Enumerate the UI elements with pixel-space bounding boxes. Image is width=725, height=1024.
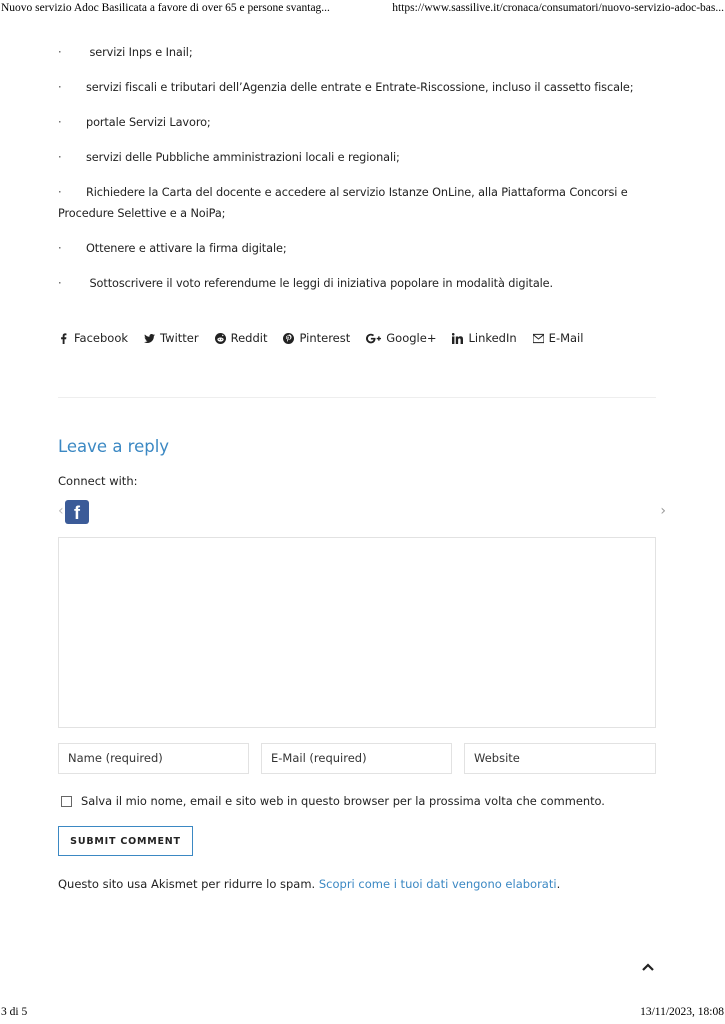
list-item: · servizi Inps e Inail;: [58, 46, 193, 59]
submit-comment-button[interactable]: SUBMIT COMMENT: [58, 826, 193, 856]
linkedin-icon: [452, 333, 463, 344]
section-divider: [58, 397, 656, 398]
list-item: · Richiedere la Carta del docente e accedere al servizio Istanze OnLine, alla Piattaforma Concorsi e Procedure Selettive e a NoiPa;: [58, 186, 628, 220]
share-facebook-link[interactable]: Facebook: [58, 331, 128, 345]
reddit-icon: [215, 333, 226, 344]
akismet-privacy-link[interactable]: Scopri come i tuoi dati vengono elaborati: [318, 877, 557, 891]
facebook-icon: [58, 333, 69, 344]
email-field[interactable]: [261, 743, 452, 774]
name-field[interactable]: [58, 743, 249, 774]
pinterest-icon: [283, 333, 294, 344]
list-item: · servizi fiscali e tributari dell’Agenzia delle entrate e Entrate-Riscossione, incluso il cassetto fiscale;: [58, 81, 634, 94]
list-item: · portale Servizi Lavoro;: [58, 116, 211, 129]
consent-label: Salva il mio nome, email e sito web in questo browser per la prossima volta che commento.: [81, 794, 605, 808]
print-page-number: 3 di 5: [1, 1006, 28, 1018]
chevron-left-icon[interactable]: ‹: [58, 503, 64, 519]
twitter-icon: [144, 333, 155, 344]
social-login-carousel: [58, 500, 666, 524]
service-bullet-list: [58, 42, 658, 308]
chevron-right-icon[interactable]: ›: [660, 503, 666, 519]
facebook-login-button[interactable]: f: [65, 500, 89, 524]
print-footer: [0, 1006, 725, 1024]
share-bar: [58, 331, 583, 345]
share-reddit-link[interactable]: Reddit: [215, 331, 268, 345]
share-twitter-link[interactable]: Twitter: [144, 331, 199, 345]
share-google-link[interactable]: Google+: [366, 331, 436, 345]
comment-textarea[interactable]: [58, 537, 656, 728]
leave-reply-heading: Leave a reply: [58, 437, 170, 456]
website-field[interactable]: [464, 743, 656, 774]
share-email-link[interactable]: E-Mail: [533, 331, 584, 345]
save-info-consent: [61, 794, 605, 808]
print-datetime: 13/11/2023, 18:08: [640, 1006, 724, 1018]
list-item: · Ottenere e attivare la firma digitale;: [58, 242, 287, 255]
list-item: · servizi delle Pubbliche amministrazioni locali e regionali;: [58, 151, 400, 164]
share-linkedin-link[interactable]: LinkedIn: [452, 331, 516, 345]
back-to-top-icon[interactable]: [640, 960, 656, 974]
print-page-url: https://www.sassilive.it/cronaca/consumatori/nuovo-servizio-adoc-bas...: [392, 2, 724, 14]
akismet-notice: Questo sito usa Akismet per ridurre lo spam. Scopri come i tuoi dati vengono elaborati.: [58, 877, 561, 891]
share-pinterest-link[interactable]: Pinterest: [283, 331, 350, 345]
google-plus-icon: [366, 333, 381, 344]
connect-with-label: Connect with:: [58, 474, 138, 488]
consent-checkbox[interactable]: [61, 796, 72, 807]
list-item: · Sottoscrivere il voto referendume le leggi di iniziativa popolare in modalità digitale.: [58, 277, 554, 290]
print-header: [0, 0, 725, 18]
envelope-icon: [533, 333, 544, 344]
print-page-title: Nuovo servizio Adoc Basilicata a favore di over 65 e persone svantag...: [1, 2, 330, 14]
